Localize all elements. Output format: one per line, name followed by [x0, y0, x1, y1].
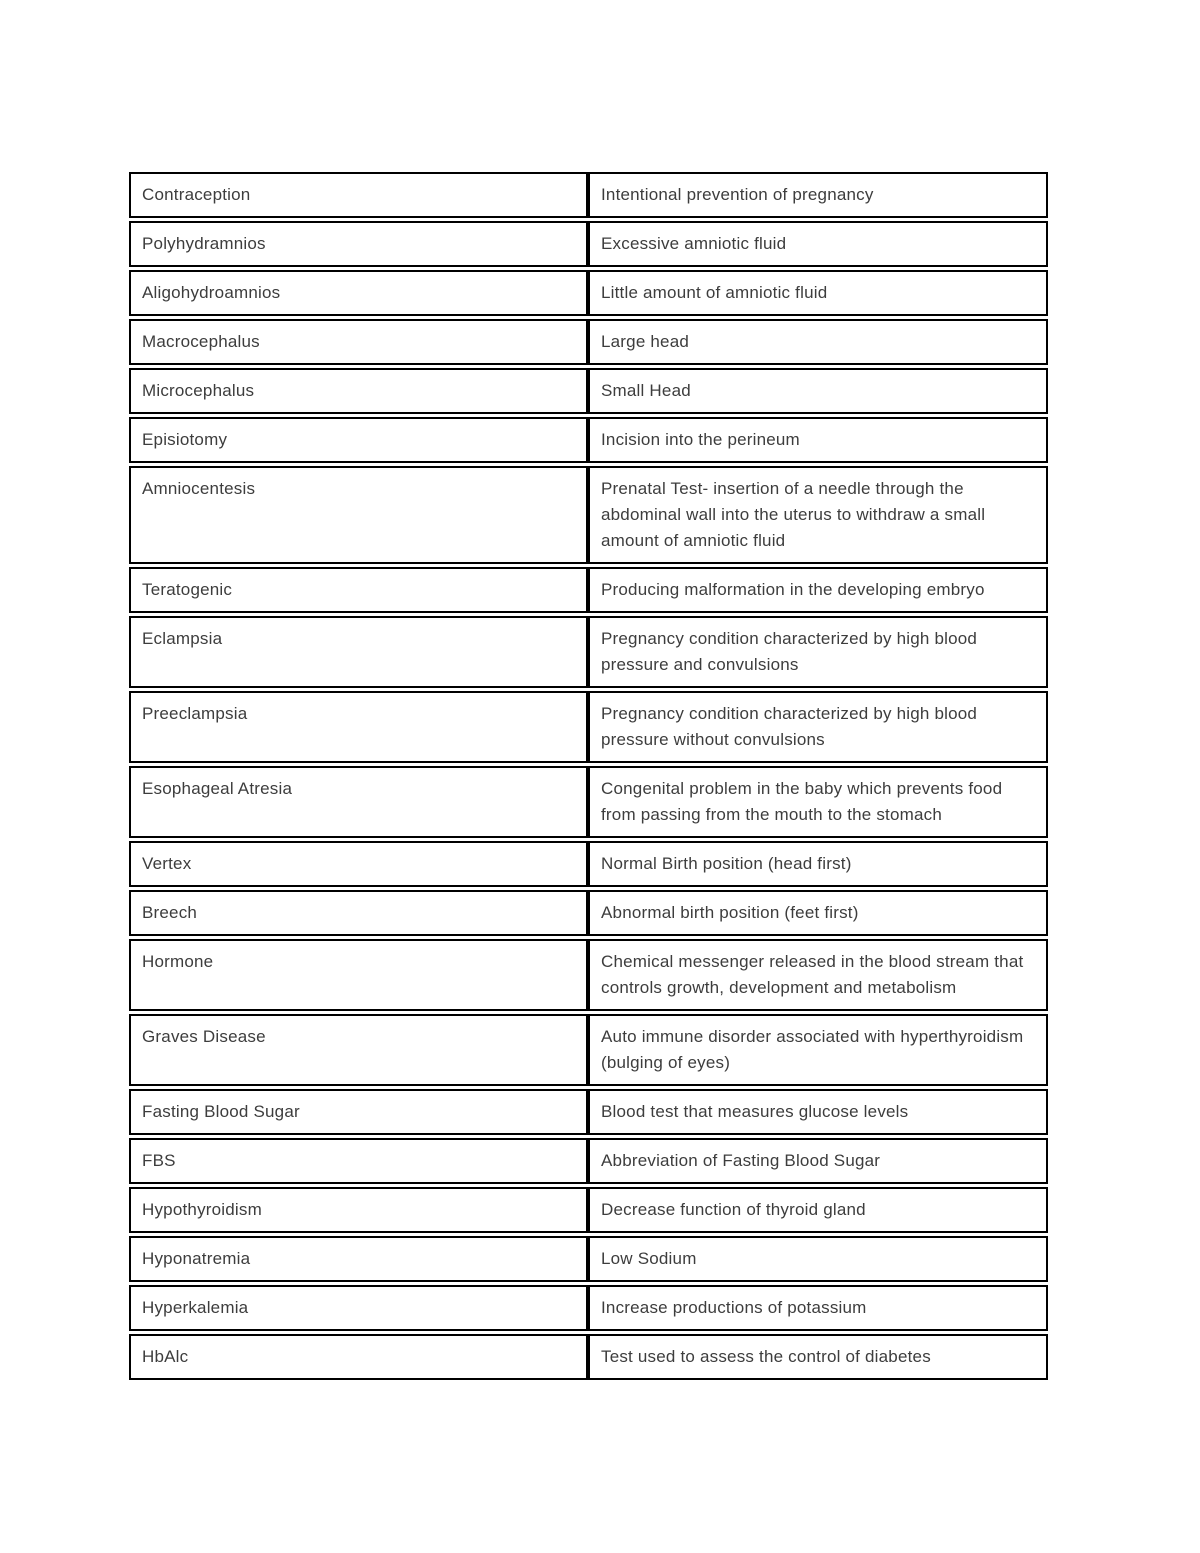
table-row: [129, 221, 1048, 267]
definition-cell: Producing malformation in the developing embryo: [588, 567, 1048, 613]
term-cell: Aligohydroamnios: [129, 270, 588, 316]
definition-cell: Excessive amniotic fluid: [588, 221, 1048, 267]
term-cell: Amniocentesis: [129, 466, 588, 564]
term-cell: Hypothyroidism: [129, 1187, 588, 1233]
table-row: [129, 567, 1048, 613]
table-row: [129, 172, 1048, 218]
term-cell: Microcephalus: [129, 368, 588, 414]
table-row: [129, 939, 1048, 1011]
table-row: [129, 466, 1048, 564]
table-row: [129, 1236, 1048, 1282]
term-cell: Esophageal Atresia: [129, 766, 588, 838]
definition-cell: Blood test that measures glucose levels: [588, 1089, 1048, 1135]
definition-cell: Incision into the perineum: [588, 417, 1048, 463]
table-row: [129, 368, 1048, 414]
term-cell: Eclampsia: [129, 616, 588, 688]
term-cell: Macrocephalus: [129, 319, 588, 365]
table-row: [129, 1138, 1048, 1184]
definition-cell: Normal Birth position (head first): [588, 841, 1048, 887]
term-cell: Hyperkalemia: [129, 1285, 588, 1331]
table-row: [129, 766, 1048, 838]
definition-cell: Small Head: [588, 368, 1048, 414]
definition-cell: Pregnancy condition characterized by high blood pressure and convulsions: [588, 616, 1048, 688]
definition-cell: Chemical messenger released in the blood stream that controls growth, development and metabolism: [588, 939, 1048, 1011]
term-cell: Preeclampsia: [129, 691, 588, 763]
table-row: [129, 319, 1048, 365]
definition-cell: Decrease function of thyroid gland: [588, 1187, 1048, 1233]
definition-cell: Auto immune disorder associated with hyperthyroidism (bulging of eyes): [588, 1014, 1048, 1086]
table-row: [129, 270, 1048, 316]
definition-cell: Abnormal birth position (feet first): [588, 890, 1048, 936]
term-cell: HbAlc: [129, 1334, 588, 1380]
definition-cell: Test used to assess the control of diabetes: [588, 1334, 1048, 1380]
definition-cell: Abbreviation of Fasting Blood Sugar: [588, 1138, 1048, 1184]
term-cell: Episiotomy: [129, 417, 588, 463]
term-cell: Hormone: [129, 939, 588, 1011]
definition-cell: Little amount of amniotic fluid: [588, 270, 1048, 316]
term-cell: Fasting Blood Sugar: [129, 1089, 588, 1135]
table-row: [129, 890, 1048, 936]
table-row: [129, 1014, 1048, 1086]
table-row: [129, 1089, 1048, 1135]
table-row: [129, 616, 1048, 688]
table-row: [129, 417, 1048, 463]
term-cell: Contraception: [129, 172, 588, 218]
term-cell: FBS: [129, 1138, 588, 1184]
table-row: [129, 1285, 1048, 1331]
table-row: [129, 1334, 1048, 1380]
definition-cell: Congenital problem in the baby which prevents food from passing from the mouth to the stomach: [588, 766, 1048, 838]
definition-cell: Large head: [588, 319, 1048, 365]
term-cell: Polyhydramnios: [129, 221, 588, 267]
definition-cell: Prenatal Test- insertion of a needle through the abdominal wall into the uterus to withdraw a small amount of amniotic fluid: [588, 466, 1048, 564]
definition-cell: Increase productions of potassium: [588, 1285, 1048, 1331]
term-cell: Breech: [129, 890, 588, 936]
term-cell: Hyponatremia: [129, 1236, 588, 1282]
table-row: [129, 691, 1048, 763]
term-cell: Vertex: [129, 841, 588, 887]
definition-cell: Pregnancy condition characterized by high blood pressure without convulsions: [588, 691, 1048, 763]
definition-cell: Intentional prevention of pregnancy: [588, 172, 1048, 218]
table-row: [129, 841, 1048, 887]
glossary-table: [129, 172, 1048, 1383]
table-row: [129, 1187, 1048, 1233]
definition-cell: Low Sodium: [588, 1236, 1048, 1282]
term-cell: Graves Disease: [129, 1014, 588, 1086]
term-cell: Teratogenic: [129, 567, 588, 613]
